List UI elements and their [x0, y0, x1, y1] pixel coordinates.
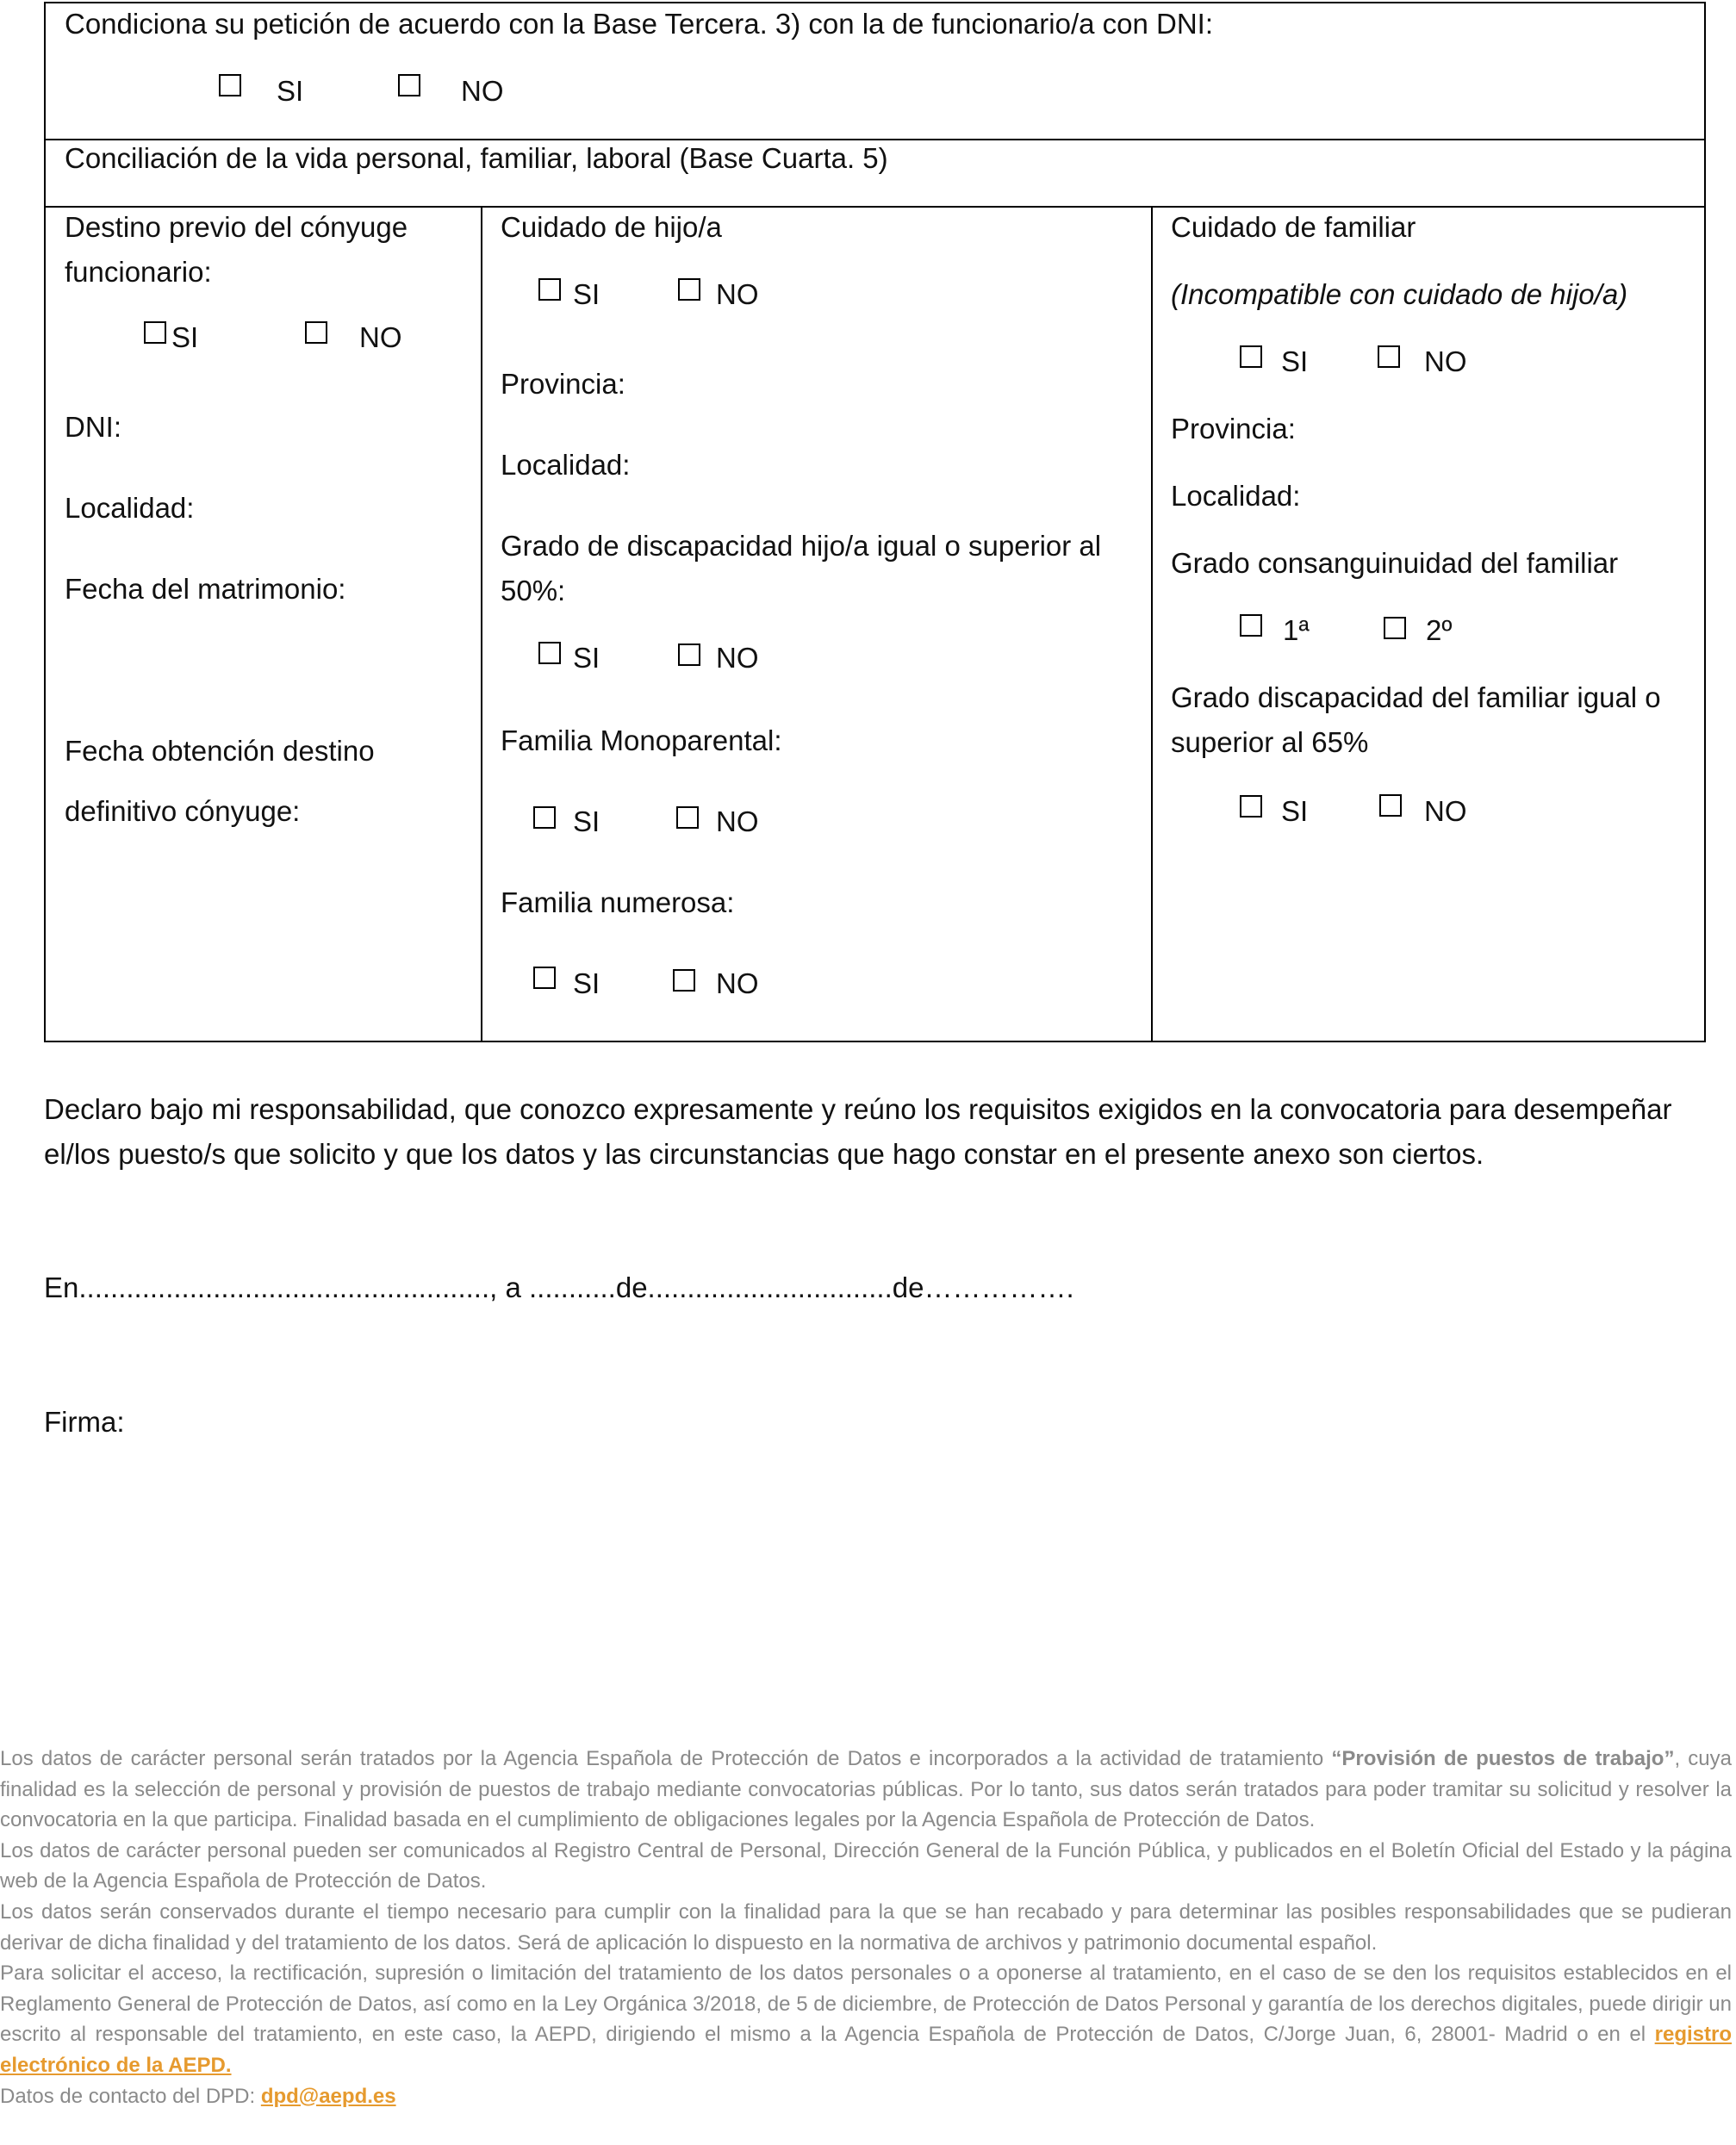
family-disability-yes-checkbox[interactable] — [1240, 795, 1262, 818]
child-disability-yes-checkbox[interactable] — [538, 642, 561, 664]
declaration-text: Declaro bajo mi responsabilidad, que conozco expresamente y reúno los requisitos exigidos en la convocatoria para desempeñar el/los puesto/s que solicito y que los datos y las circunstancias que hago constar en el presente anexo son ciertos. — [44, 1093, 1672, 1170]
spouse-yes-label: SI — [171, 321, 199, 353]
privacy-paragraph — [0, 1744, 1732, 1836]
spouse-no-label: NO — [359, 321, 402, 353]
spouse-no-checkbox[interactable] — [305, 321, 327, 344]
single-parent-no-checkbox[interactable] — [676, 806, 699, 829]
condition-yes-label: SI — [277, 75, 304, 107]
family-disability-no-label: NO — [1424, 795, 1467, 827]
condition-yes-checkbox[interactable] — [219, 74, 241, 96]
spouse-destination-date-label-2: definitivo cónyuge: — [65, 795, 301, 827]
family-localidad-label: Localidad: — [1171, 480, 1301, 512]
child-localidad-label: Localidad: — [501, 449, 631, 481]
consanguinity-first-label: 1ª — [1283, 614, 1310, 646]
condition-no-label: NO — [461, 75, 504, 107]
family-disability-no-checkbox[interactable] — [1379, 794, 1402, 817]
treatment-activity-name: “Provisión de puestos de trabajo” — [1331, 1747, 1675, 1770]
privacy-notice — [0, 1744, 1732, 2111]
family-care-title: Cuidado de familiar — [1171, 211, 1416, 243]
family-care-note: (Incompatible con cuidado de hijo/a) — [1171, 278, 1628, 310]
spouse-yes-checkbox[interactable] — [144, 321, 166, 344]
privacy-text: Para solicitar el acceso, la rectificación, supresión o limitación del tratamiento de los datos personales o a oponerse al tratamiento, en el caso de se den los requisitos establecidos en el Reglamento General de Protección de Datos, así como en la Ley Orgánica 3/2018, de 5 de diciembre, de Protección de Datos Personal y garantía de los derechos digitales, puede dirigir un escrito al responsable del tratamiento, en este caso, la AEPD, dirigiendo el mismo a la Agencia Española de Protección de Datos, C/Jorge Juan, 6, 28001- Madrid o en el — [0, 1962, 1732, 2047]
electronic-registry-link[interactable]: registro electrónico de la AEPD. — [0, 2023, 1732, 2077]
spouse-localidad-label: Localidad: — [65, 492, 195, 524]
privacy-text: Datos de contacto del DPD: — [0, 2084, 261, 2108]
condition-text: Condiciona su petición de acuerdo con la Base Tercera. 3) con la de funcionario/a con DNI: — [65, 8, 1214, 40]
family-disability-label: Grado discapacidad del familiar igual o superior al 65% — [1171, 681, 1661, 758]
column-divider — [481, 206, 482, 1041]
single-parent-no-label: NO — [716, 805, 759, 837]
spouse-destination-title: Destino previo del cónyuge funcionario: — [65, 211, 408, 288]
consanguinity-second-label: 2º — [1426, 614, 1453, 646]
child-care-yes-checkbox[interactable] — [538, 278, 561, 301]
spouse-dni-label: DNI: — [65, 411, 121, 443]
child-care-no-label: NO — [716, 278, 759, 310]
child-disability-no-checkbox[interactable] — [678, 644, 700, 666]
large-family-no-checkbox[interactable] — [673, 969, 695, 992]
family-provincia-label: Provincia: — [1171, 413, 1296, 445]
large-family-yes-checkbox[interactable] — [533, 967, 556, 989]
single-parent-yes-checkbox[interactable] — [533, 806, 556, 829]
spouse-destination-date-label: Fecha obtención destino — [65, 735, 375, 767]
child-care-title: Cuidado de hijo/a — [501, 211, 722, 243]
conciliation-text: Conciliación de la vida personal, familiar, laboral (Base Cuarta. 5) — [65, 142, 888, 174]
dpd-email-link[interactable]: dpd@aepd.es — [260, 2084, 396, 2108]
family-care-yes-checkbox[interactable] — [1240, 345, 1262, 368]
child-care-yes-label: SI — [573, 278, 600, 310]
family-disability-yes-label: SI — [1281, 795, 1309, 827]
privacy-paragraph: Los datos serán conservados durante el tiempo necesario para cumplir con la finalidad para la que se han recabado y para determinar las posibles responsabilidades que se pudieran derivar de dicha finalidad y del tratamiento de los datos. Será de aplicación lo dispuesto en la normativa de archivos y patrimonio documental español. — [0, 1899, 1732, 1955]
child-provincia-label: Provincia: — [501, 368, 625, 400]
family-care-yes-label: SI — [1281, 345, 1309, 377]
marriage-date-label: Fecha del matrimonio: — [65, 573, 346, 605]
consanguinity-first-checkbox[interactable] — [1240, 614, 1262, 637]
large-family-label: Familia numerosa: — [501, 886, 735, 918]
single-parent-yes-label: SI — [573, 805, 600, 837]
privacy-text: , cuya finalidad es la selección de personal y provisión de puestos de trabajo mediante convocatorias públicas. Por lo tanto, sus datos serán tratados para poder tramitar su solicitud y resolver la convocatoria en la que participa. Finalidad basada en el cumplimiento de obligaciones legales por la Agencia Española de Protección de Datos. — [0, 1747, 1733, 1832]
row-divider — [46, 139, 1704, 140]
privacy-paragraph — [0, 2081, 1732, 2112]
column-divider — [1151, 206, 1153, 1041]
privacy-text: Los datos de carácter personal serán tratados por la Agencia Española de Protección de Datos e incorporados a la actividad de tratamiento — [0, 1747, 1332, 1770]
place-date-line: En...................................................., a ...........de...............................de……………. — [44, 1271, 1074, 1303]
family-care-no-label: NO — [1424, 345, 1467, 377]
privacy-paragraph: Los datos de carácter personal pueden ser comunicados al Registro Central de Personal, Dirección General de la Función Pública, y publicados en el Boletín Oficial del Estado y la página web de la Agencia Española de Protección de Datos. — [0, 1838, 1732, 1893]
application-form-table — [44, 2, 1706, 1042]
condition-no-checkbox[interactable] — [398, 74, 420, 96]
large-family-no-label: NO — [716, 967, 759, 999]
child-care-no-checkbox[interactable] — [678, 278, 700, 301]
single-parent-label: Familia Monoparental: — [501, 724, 782, 756]
family-care-no-checkbox[interactable] — [1378, 345, 1400, 368]
consanguinity-second-checkbox[interactable] — [1384, 617, 1406, 639]
privacy-paragraph — [0, 1958, 1732, 2080]
child-disability-yes-label: SI — [573, 642, 600, 674]
large-family-yes-label: SI — [573, 967, 600, 999]
signature-label: Firma: — [44, 1406, 125, 1438]
child-disability-label: Grado de discapacidad hijo/a igual o superior al 50%: — [501, 530, 1102, 606]
consanguinity-label: Grado consanguinuidad del familiar — [1171, 547, 1619, 579]
child-disability-no-label: NO — [716, 642, 759, 674]
